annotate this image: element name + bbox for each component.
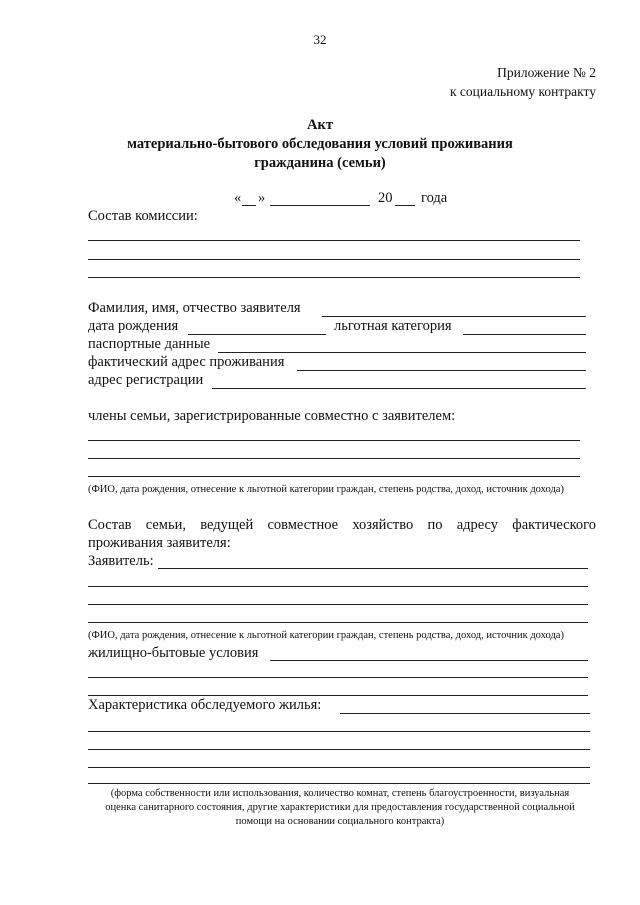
passport-field[interactable] — [218, 352, 586, 353]
family-registered-label: члены семьи, зарегистрированные совместно с заявителем: — [88, 408, 456, 424]
document-title: Акт — [307, 117, 333, 133]
household-applicant-label: Заявитель: — [88, 553, 154, 569]
applicant-fio-label: Фамилия, имя, отчество заявителя — [88, 300, 301, 316]
date-year-suffix: года — [421, 190, 448, 206]
living-conditions-label: жилищно-бытовые условия — [88, 645, 259, 661]
document-title-line-2: материально-бытового обследования условий проживания — [127, 136, 513, 152]
housing-note — [88, 787, 592, 829]
registration-address-label: адрес регистрации — [88, 372, 204, 388]
housing-note-line-3: помощи на основании социального контракта) — [235, 816, 445, 827]
living-conditions-line-2[interactable] — [88, 695, 588, 696]
housing-line-2[interactable] — [88, 749, 590, 750]
household-label-line-2: проживания заявителя: — [88, 535, 231, 551]
actual-address-field[interactable] — [297, 370, 586, 371]
household-label-line-1: Состав семьи, ведущей совместное хозяйство по адресу фактического — [88, 517, 596, 533]
passport-label: паспортные данные — [88, 336, 211, 352]
household-line-1[interactable] — [88, 586, 588, 587]
registration-address-field[interactable] — [212, 388, 586, 389]
applicant-fio-field[interactable] — [322, 316, 586, 317]
household-note: (ФИО, дата рождения, отнесение к льготной категории граждан, степень родства, доход, источник дохода) — [88, 630, 564, 641]
birth-date-field[interactable] — [188, 334, 326, 335]
housing-field[interactable] — [340, 713, 590, 714]
living-conditions-field[interactable] — [270, 660, 588, 661]
document-title-line-3: гражданина (семьи) — [254, 155, 386, 171]
benefit-category-label: льготная категория — [334, 318, 452, 334]
birth-date-label: дата рождения — [88, 318, 179, 334]
commission-label: Состав комиссии: — [88, 208, 198, 224]
family-registered-line-2[interactable] — [88, 458, 580, 459]
housing-line-3[interactable] — [88, 767, 590, 768]
family-registered-line-1[interactable] — [88, 440, 580, 441]
date-year-prefix: 20 — [378, 190, 393, 206]
appendix-line-2: к социальному контракту — [449, 84, 596, 99]
commission-line-2[interactable] — [88, 259, 580, 260]
commission-line-1[interactable] — [88, 240, 580, 241]
family-registered-note: (ФИО, дата рождения, отнесение к льготной категории граждан, степень родства, доход, источник дохода) — [88, 484, 564, 495]
date-year-field[interactable] — [395, 205, 415, 206]
commission-line-3[interactable] — [88, 277, 580, 278]
housing-note-line-1: (форма собственности или использования, количество комнат, степень благоустроенности, визуальная — [110, 788, 570, 799]
housing-line-4[interactable] — [88, 783, 590, 784]
household-line-3[interactable] — [88, 622, 588, 623]
household-applicant-field[interactable] — [158, 568, 588, 569]
housing-label: Характеристика обследуемого жилья: — [88, 697, 322, 713]
actual-address-label: фактический адрес проживания — [88, 354, 285, 370]
living-conditions-line-1[interactable] — [88, 677, 588, 678]
benefit-category-field[interactable] — [463, 334, 586, 335]
family-registered-line-3[interactable] — [88, 476, 580, 477]
date-close-quote: » — [258, 190, 266, 206]
date-day-field[interactable] — [242, 205, 256, 206]
appendix-line-1: Приложение № 2 — [497, 65, 596, 80]
page-number: 32 — [313, 32, 327, 47]
date-open-quote: « — [234, 190, 242, 206]
household-line-2[interactable] — [88, 604, 588, 605]
date-month-field[interactable] — [270, 205, 370, 206]
housing-line-1[interactable] — [88, 731, 590, 732]
housing-note-line-2: оценка санитарного состояния, другие характеристики для предоставления государственной социальной — [105, 802, 575, 813]
